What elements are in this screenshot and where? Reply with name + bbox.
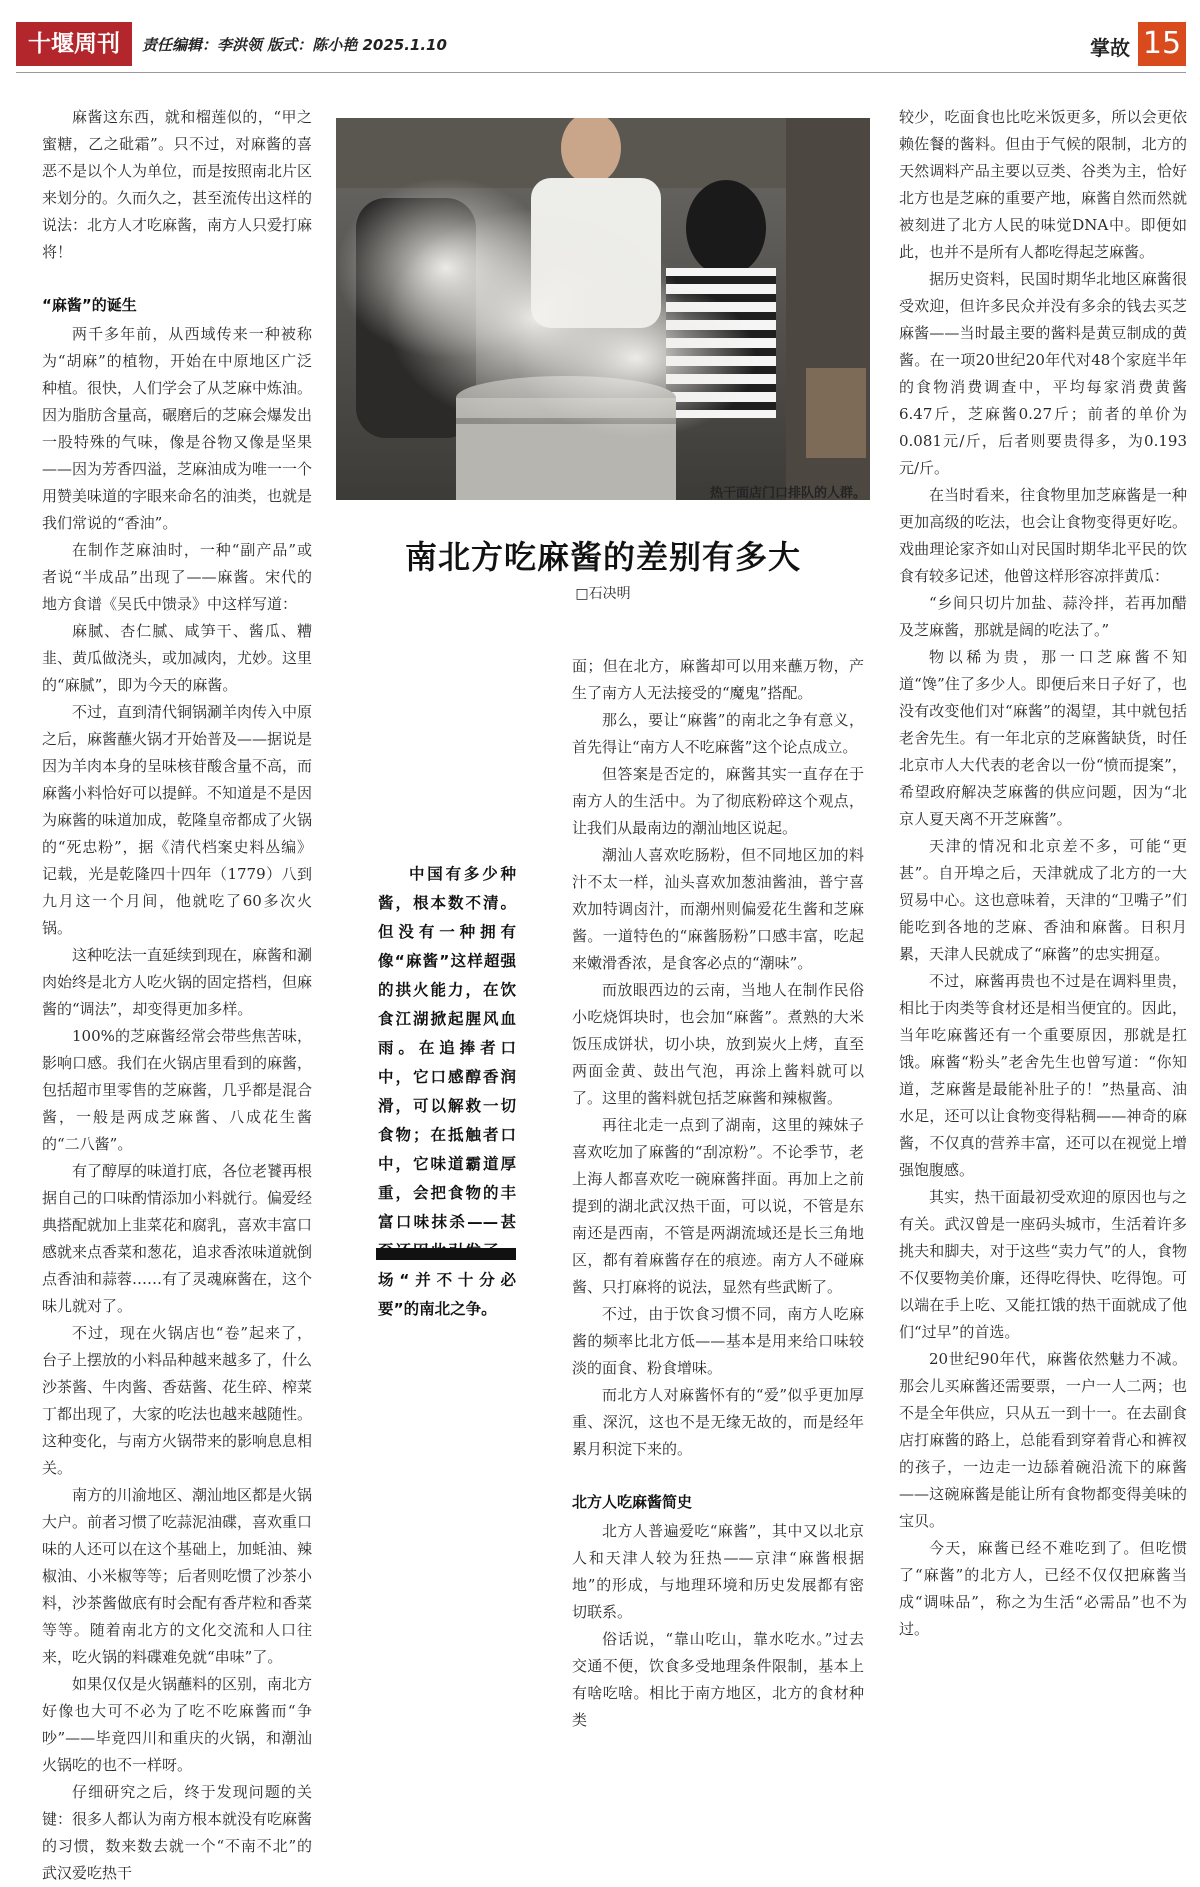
paragraph: 据历史资料，民国时期华北地区麻酱很受欢迎，但许多民众并没有多余的钱去买芝麻酱——当时最主要的酱料是黄豆制成的黄酱。在一项20世纪20年代对48个家庭半年的食物消费调查中，平均每家消费黄酱6.47斤，芝麻酱0.27斤；前者的单价为0.081元/斤，后者则要贵得多，为0.193元/斤。: [899, 270, 1187, 477]
paragraph: 天津的情况和北京差不多，可能“更甚”。自开埠之后，天津就成了北方的一大贸易中心。这也意味着，天津的“卫嘴子”们能吃到各地的芝麻、香油和麻酱。日积月累，天津人民就成了“麻酱”的忠实拥趸。: [899, 837, 1187, 963]
paragraph: 100%的芝麻酱经常会带些焦苦味，影响口感。我们在火锅店里看到的麻酱，包括超市里零售的芝麻酱，几乎都是混合酱，一般是两成芝麻酱、八成花生酱的“二八酱”。: [42, 1027, 313, 1153]
paragraph: 面；但在北方，麻酱却可以用来蘸万物，产生了南方人无法接受的“魔鬼”搭配。: [572, 657, 864, 702]
header-divider: [16, 72, 1186, 73]
paragraph: 两千多年前，从西域传来一种被称为“胡麻”的植物，开始在中原地区广泛种植。很快，人们学会了从芝麻中炼油。因为脂肪含量高，碾磨后的芝麻会爆发出一股特殊的气味，像是谷物又像是坚果——因为芳香四溢，芝麻油成为唯一一个用赞美味道的字眼来命名的油类，也就是我们常说的“香油”。: [42, 325, 313, 532]
paragraph: “乡间只切片加盐、蒜泠拌，若再加醋及芝麻酱，那就是阔的吃法了。”: [899, 594, 1187, 639]
paragraph: 其实，热干面最初受欢迎的原因也与之有关。武汉曾是一座码头城市，生活着许多挑夫和脚夫，对于这些“卖力气”的人，食物不仅要物美价廉，还得吃得快、吃得饱。可以端在手上吃、又能扛饿的热干面就成了他们“过早”的首选。: [899, 1188, 1187, 1341]
queue-photo: [336, 118, 870, 500]
paragraph: 而北方人对麻酱怀有的“爱”似乎更加厚重、深沉，这也不是无缘无故的，而是经年累月积淀下来的。: [572, 1386, 864, 1458]
pull-quote-bar: [376, 1248, 516, 1260]
paragraph: 在当时看来，往食物里加芝麻酱是一种更加高级的吃法，也会让食物变得更好吃。戏曲理论家齐如山对民国时期华北平民的饮食有较多记述，他曾这样形容凉拌黄瓜：: [899, 486, 1187, 585]
paragraph: 南方的川渝地区、潮汕地区都是火锅大户。前者习惯了吃蒜泥油碟，喜欢重口味的人还可以在这个基础上，加蚝油、辣椒油、小米椒等等；后者则吃惯了沙茶小料，沙茶酱做底有时会配有香芹粒和香菜等等。随着南北方的文化交流和人口往来，吃火锅的料碟难免就“串味”了。: [42, 1486, 313, 1666]
paragraph: 北方人普遍爱吃“麻酱”，其中又以北京人和天津人较为狂热——京津“麻酱根据地”的形成，与地理环境和历史发展都有密切联系。: [572, 1522, 864, 1621]
column-1: [42, 104, 312, 1887]
page-number: 15: [1138, 22, 1186, 66]
paragraph: 不过，现在火锅店也“卷”起来了，台子上摆放的小料品种越来越多了，什么沙茶酱、牛肉酱、香菇酱、花生碎、榨菜丁都出现了，大家的吃法也越来越随性。这种变化，与南方火锅带来的影响息息相关。: [42, 1324, 313, 1477]
section-title: 掌故: [1090, 36, 1130, 60]
paragraph: 但答案是否定的，麻酱其实一直存在于南方人的生活中。为了彻底粉碎这个观点，让我们从最南边的潮汕地区说起。: [572, 765, 864, 837]
paragraph: 麻腻、杏仁腻、咸笋干、酱瓜、糟韭、黄瓜做浇头，或加减肉，尤妙。这里的“麻腻”，即为今天的麻酱。: [42, 622, 313, 694]
paragraph: 今天，麻酱已经不难吃到了。但吃惯了“麻酱”的北方人，已经不仅仅把麻酱当成“调味品”，称之为生活“必需品”也不为过。: [899, 1539, 1187, 1638]
paragraph: 而放眼西边的云南，当地人在制作民俗小吃烧饵块时，也会加“麻酱”。煮熟的大米饭压成饼状，切小块，放到炭火上烤，直至两面金黄、鼓出气泡，再涂上酱料就可以了。这里的酱料就包括芝麻酱和辣椒酱。: [572, 981, 864, 1107]
paragraph: 不过，麻酱再贵也不过是在调料里贵，相比于肉类等食材还是相当便宜的。因此，当年吃麻酱还有一个重要原因，那就是扛饿。麻酱“粉头”老舍先生也曾写道：“你知道，芝麻酱是最能补肚子的！”热量高、油水足，还可以让食物变得粘稠——神奇的麻酱，不仅真的营养丰富，还可以在视觉上增强饱腹感。: [899, 972, 1187, 1179]
paragraph: 不过，直到清代铜锅涮羊肉传入中原之后，麻酱蘸火锅才开始普及——据说是因为羊肉本身的呈味核苷酸含量不高，而麻酱小料恰好可以提鲜。不知道是不是因为麻酱的味道加成，乾隆皇帝都成了火锅的“死忠粉”，据《清代档案史料丛编》记载，光是乾隆四十四年（1779）八到九月这一个月间，他就吃了60多次火锅。: [42, 703, 313, 937]
paragraph: 潮汕人喜欢吃肠粉，但不同地区加的料汁不太一样，汕头喜欢加葱油酱油，普宁喜欢加特调卤汁，而潮州则偏爱花生酱和芝麻酱。一道特色的“麻酱肠粉”口感丰富，吃起来嫩滑香浓，是食客必点的“潮味”。: [572, 846, 864, 972]
paragraph: 较少，吃面食也比吃米饭更多，所以会更依赖佐餐的酱料。但由于气候的限制，北方的天然调料产品主要以豆类、谷类为主，恰好北方也是芝麻的重要产地，麻酱自然而然就被刻进了北方人民的味觉DNA中。即便如此，也并不是所有人都吃得起芝麻酱。: [899, 108, 1187, 261]
paragraph: 20世纪90年代，麻酱依然魅力不减。那会儿买麻酱还需要票，一户一人二两；也不是全年供应，只从五一到十一。在去副食店打麻酱的路上，总能看到穿着背心和裤衩的孩子，一边走一边舔着碗沿流下的麻酱——这碗麻酱是能让所有食物都变得美味的宝贝。: [899, 1350, 1187, 1530]
pull-quote-text: 中国有多少种酱，根本数不清。但没有一种拥有像“麻酱”这样超强的拱火能力，在饮食江湖掀起腥风血雨。在追捧者口中，它口感醇香润滑，可以解救一切食物；在抵触者口中，它味道霸道厚重，会把食物的丰富口味抹杀——甚 场“并不十分必要”的南北之争。: [378, 865, 516, 1318]
paper-logo: 十堰周刊: [16, 22, 132, 66]
article-title: 南北方吃麻酱的差别有多大: [404, 538, 801, 576]
paragraph: 仔细研究之后，终于发现问题的关键：很多人都认为南方根本就没有吃麻酱的习惯，数来数去就一个“不南不北”的武汉爱吃热干: [42, 1783, 313, 1882]
subheading: “麻酱”的诞生: [42, 296, 137, 314]
paragraph: 不过，由于饮食习惯不同，南方人吃麻酱的频率比北方低——基本是用来给口味较淡的面食、粉食增味。: [572, 1305, 864, 1377]
paragraph: 有了醇厚的味道打底，各位老饕再根据自己的口味酌情添加小料就行。偏爱经典搭配就加上韭菜花和腐乳，喜欢丰富口感就来点香菜和葱花，追求香浓味道就倒点香油和蒜蓉……有了灵魂麻酱在，这个味儿就对了。: [42, 1162, 313, 1315]
paragraph: 俗话说，“靠山吃山，靠水吃水。”过去交通不便，饮食多受地理条件限制，基本上有啥吃啥。相比于南方地区，北方的食材种类: [572, 1630, 864, 1729]
column-3: [572, 653, 864, 1734]
column-4: [899, 104, 1187, 1643]
paragraph: 如果仅仅是火锅蘸料的区别，南北方好像也大可不必为了吃不吃麻酱而“争吵”——毕竟四川和重庆的火锅，和潮汕火锅吃的也不一样呀。: [42, 1675, 313, 1774]
paragraph: 那么，要让“麻酱”的南北之争有意义，首先得让“南方人不吃麻酱”这个论点成立。: [572, 711, 864, 756]
paragraph: 在制作芝麻油时，一种“副产品”或者说“半成品”出现了——麻酱。宋代的地方食谱《吴氏中馈录》中这样写道：: [42, 541, 312, 613]
photo-caption: 热干面店门口排队的人群。: [709, 486, 866, 501]
article-author: □石决明: [575, 586, 631, 602]
paragraph: 这种吃法一直延续到现在，麻酱和涮肉始终是北方人吃火锅的固定搭档，但麻酱的“调法”，却变得更加多样。: [42, 946, 313, 1018]
paragraph: 再往北走一点到了湖南，这里的辣妹子喜欢吃加了麻酱的“刮凉粉”。不论季节，老上海人都喜欢吃一碗麻酱拌面。再加上之前提到的湖北武汉热干面，可以说，不管是东南还是西南，不管是两湖流域还是长三角地区，都有着麻酱存在的痕迹。南方人不碰麻酱、只打麻将的说法，显然有些武断了。: [572, 1116, 864, 1296]
paragraph: 物以稀为贵，那一口芝麻酱不知道“馋”住了多少人。即便后来日子好了，也没有改变他们对“麻酱”的渴望，其中就包括老舍先生。有一年北京的芝麻酱缺货，时任北京市人大代表的老舍以一份“愤而提案”，希望政府解决芝麻酱的供应问题，因为“北京人夏天离不开芝麻酱”。: [899, 648, 1187, 828]
page-header: [16, 22, 1186, 66]
editor-line: 责任编辑：李洪领 版式：陈小艳 2025.1.10: [142, 36, 447, 54]
subheading: 北方人吃麻酱简史: [572, 1493, 693, 1511]
paragraph: 麻酱这东西，就和榴莲似的，“甲之蜜糖，乙之砒霜”。只不过，对麻酱的喜恶不是以个人为单位，而是按照南北片区来划分的。久而久之，甚至流传出这样的说法：北方人才吃麻酱，南方人只爱打麻将！: [42, 108, 313, 261]
